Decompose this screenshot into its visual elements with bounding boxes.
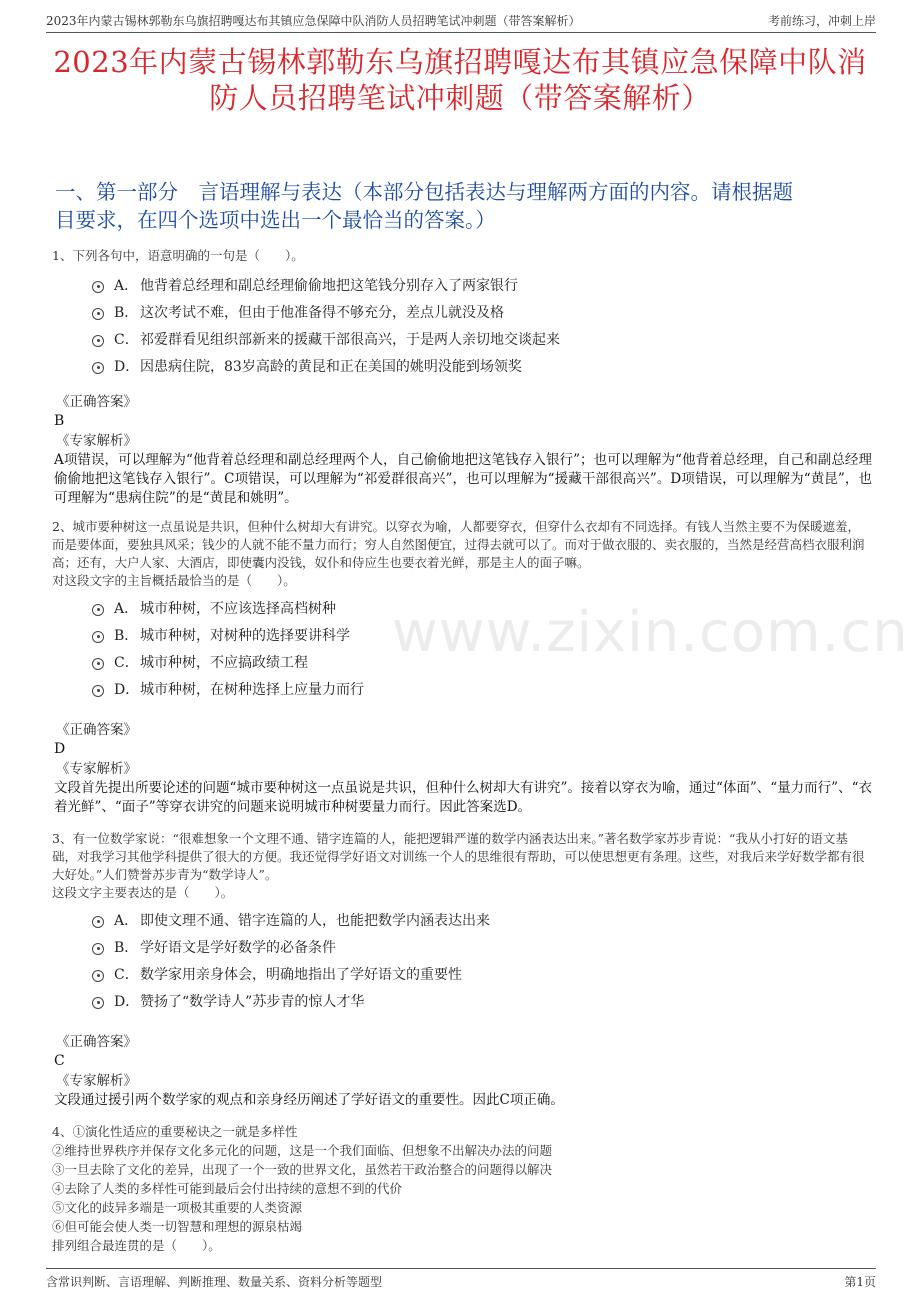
header-slogan: 考前练习，冲刺上岸 [767, 14, 876, 28]
option-d[interactable] [92, 675, 872, 702]
statement-item: ⑥但可能会使人类一切智慧和理想的源泉枯竭 [52, 1219, 303, 1234]
watermark: www.zixin.com.cn [392, 600, 909, 665]
question-stem: 3、有一位数学家说：“很难想象一个文理不通、错字连篇的人，能把逻辑严谨的数学内涵表达出来。”著名数学家苏步青说：“我从小打好的语文基础，对我学习其他学科提供了很大的方便。我还觉得学好语文对训练一个人的思维很有帮助，可以使思想更有条理。这些，对我后来学好数学都有很大好处。”人们赞誉苏步青为“数学诗人”。 [52, 831, 865, 882]
running-footer [46, 1268, 876, 1293]
option-letter: B． [114, 627, 139, 644]
document-title-line-2: 防人员招聘笔试冲刺题（带答案解析） [209, 81, 711, 115]
option-text: 学好语文是学好数学的必备条件 [140, 939, 336, 956]
option-text: 赞扬了“数学诗人”苏步青的惊人才华 [140, 993, 365, 1010]
option-c[interactable] [92, 960, 872, 987]
option-d[interactable] [92, 987, 872, 1014]
page-number: 第1页 [844, 1275, 876, 1289]
question-1 [52, 247, 872, 379]
analysis-text: A项错误，可以理解为“他背着总经理和副总经理两个人，自己偷偷地把这笔钱存入银行”；也可以理解为“他背着总经理，自己和副总经理偷偷地把这笔钱存入银行”。C项错误，可以理解为“祁爱群很高兴”，也可以理解为“援藏干部很高兴”。D项错误，可以理解为“黄昆”，也可理解为“患病住院”的是“黄昆和姚明”。 [54, 452, 872, 506]
option-letter: D． [114, 993, 140, 1010]
option-a[interactable] [92, 594, 872, 621]
option-letter: A． [114, 277, 139, 294]
question-3 [52, 830, 872, 1014]
radio-button-icon[interactable] [92, 943, 104, 955]
radio-button-icon[interactable] [92, 281, 104, 293]
question-4 [52, 1122, 872, 1255]
option-a[interactable] [92, 906, 872, 933]
footer-description: 含常识判断、言语理解、判断推理、数量关系、资料分析等题型 [46, 1275, 383, 1289]
option-letter: C． [114, 654, 139, 671]
statement-item: ②维持世界秩序并保存文化多元化的问题，这是一个我们面临、但想象不出解决办法的问题 [52, 1143, 553, 1158]
option-text: 城市种树，在树种选择上应量力而行 [140, 681, 364, 698]
question-stem: 2、城市要种树这一点虽说是共识，但种什么树却大有讲究。以穿衣为喻，人都要穿衣，但穿什么衣却有不同选择。有钱人当然主要不为保暖遮羞，而是要体面，要独具风采；钱少的人就不能不量力而行；穷人自然图便宜，过得去就可以了。而对于做衣服的、卖衣服的，当然是经营高档衣服利润高；还有，大户人家、大酒店，即使囊内没钱，奴仆和侍应生也要衣着光鲜，那是主人的面子嘛。 [52, 519, 865, 570]
option-text: 城市种树，不应该选择高档树种 [140, 600, 336, 617]
answer-label: 《正确答案》 [56, 1034, 137, 1050]
question-1-answer [52, 392, 872, 508]
option-letter: A． [114, 600, 139, 617]
question-prompt: 对这段文字的主旨概括最恰当的是（ ）。 [52, 573, 296, 588]
answer-value: B [54, 413, 65, 429]
radio-button-icon[interactable] [92, 308, 104, 320]
question-prompt: 这段文字主要表达的是（ ）。 [52, 885, 234, 900]
option-c[interactable] [92, 648, 872, 675]
option-text: 他背着总经理和副总经理偷偷地把这笔钱分别存入了两家银行 [140, 277, 518, 294]
question-3-answer [52, 1032, 872, 1110]
radio-button-icon[interactable] [92, 362, 104, 374]
option-letter: C． [114, 331, 139, 348]
radio-button-icon[interactable] [92, 658, 104, 670]
option-text: 祁爱群看见组织部新来的援藏干部很高兴，于是两人亲切地交谈起来 [140, 331, 560, 348]
radio-button-icon[interactable] [92, 685, 104, 697]
option-letter: B． [114, 939, 139, 956]
option-list [52, 271, 872, 379]
question-prompt: 排列组合最连贯的是（ ）。 [52, 1238, 221, 1253]
option-letter: B． [114, 304, 139, 321]
option-b[interactable] [92, 933, 872, 960]
statement-item: ④去除了人类的多样性可能到最后会付出持续的意想不到的代价 [52, 1181, 403, 1196]
radio-button-icon[interactable] [92, 997, 104, 1009]
statement-item: ③一旦去除了文化的差异，出现了一个一致的世界文化，虽然若干政治整合的问题得以解决 [52, 1162, 553, 1177]
running-header [46, 10, 876, 33]
document-title [40, 44, 880, 116]
answer-value: C [54, 1053, 65, 1069]
option-letter: D． [114, 681, 140, 698]
analysis-label: 《专家解析》 [56, 433, 137, 449]
radio-button-icon[interactable] [92, 335, 104, 347]
section-heading-line-2: 目要求，在四个选项中选出一个最恰当的答案。） [55, 208, 496, 232]
option-text: 即使文理不通、错字连篇的人，也能把数学内涵表达出来 [140, 912, 490, 929]
option-text: 城市种树，不应搞政绩工程 [140, 654, 308, 671]
option-text: 数学家用亲身体会，明确地指出了学好语文的重要性 [140, 966, 462, 983]
radio-button-icon[interactable] [92, 631, 104, 643]
answer-value: D [54, 741, 66, 757]
answer-label: 《正确答案》 [56, 394, 137, 410]
option-b[interactable] [92, 298, 872, 325]
option-c[interactable] [92, 325, 872, 352]
analysis-text: 文段首先提出所要论述的问题“城市要种树这一点虽说是共识，但种什么树却大有讲究”。接着以穿衣为喻，通过“体面”、“量力而行”、“衣着光鲜”、“面子”等穿衣讲究的问题来说明城市种树要量力而行。因此答案选D。 [54, 780, 872, 815]
option-d[interactable] [92, 352, 872, 379]
option-text: 这次考试不难，但由于他准备得不够充分，差点儿就没及格 [140, 304, 504, 321]
radio-button-icon[interactable] [92, 604, 104, 616]
section-heading-line-1: 一、第一部分 言语理解与表达（本部分包括表达与理解两方面的内容。请根据题 [55, 180, 793, 204]
section-heading [55, 178, 870, 234]
statement-item: ⑤文化的歧异多端是一项极其重要的人类资源 [52, 1200, 303, 1215]
analysis-text: 文段通过援引两个数学家的观点和亲身经历阐述了学好语文的重要性。因此C项正确。 [54, 1092, 564, 1108]
option-letter: C． [114, 966, 139, 983]
radio-button-icon[interactable] [92, 916, 104, 928]
document-title-line-1: 2023年内蒙古锡林郭勒东乌旗招聘嘎达布其镇应急保障中队消 [53, 45, 867, 79]
question-stem: 4、①演化性适应的重要秘诀之一就是多样性 [52, 1124, 298, 1139]
header-document-title: 2023年内蒙古锡林郭勒东乌旗招聘嘎达布其镇应急保障中队消防人员招聘笔试冲刺题（带答案解析） [46, 14, 581, 28]
option-list [52, 906, 872, 1014]
analysis-label: 《专家解析》 [56, 1073, 137, 1089]
answer-label: 《正确答案》 [56, 722, 137, 738]
option-list [52, 594, 872, 702]
option-b[interactable] [92, 621, 872, 648]
option-text: 城市种树，对树种的选择要讲科学 [140, 627, 350, 644]
option-text: 因患病住院，83岁高龄的黄昆和正在美国的姚明没能到场领奖 [140, 358, 522, 375]
option-letter: A． [114, 912, 139, 929]
option-letter: D． [114, 358, 140, 375]
question-2 [52, 518, 872, 702]
option-a[interactable] [92, 271, 872, 298]
question-stem: 1、下列各句中，语意明确的一句是（ ）。 [52, 248, 304, 263]
question-2-answer [52, 720, 872, 817]
analysis-label: 《专家解析》 [56, 761, 137, 777]
radio-button-icon[interactable] [92, 970, 104, 982]
